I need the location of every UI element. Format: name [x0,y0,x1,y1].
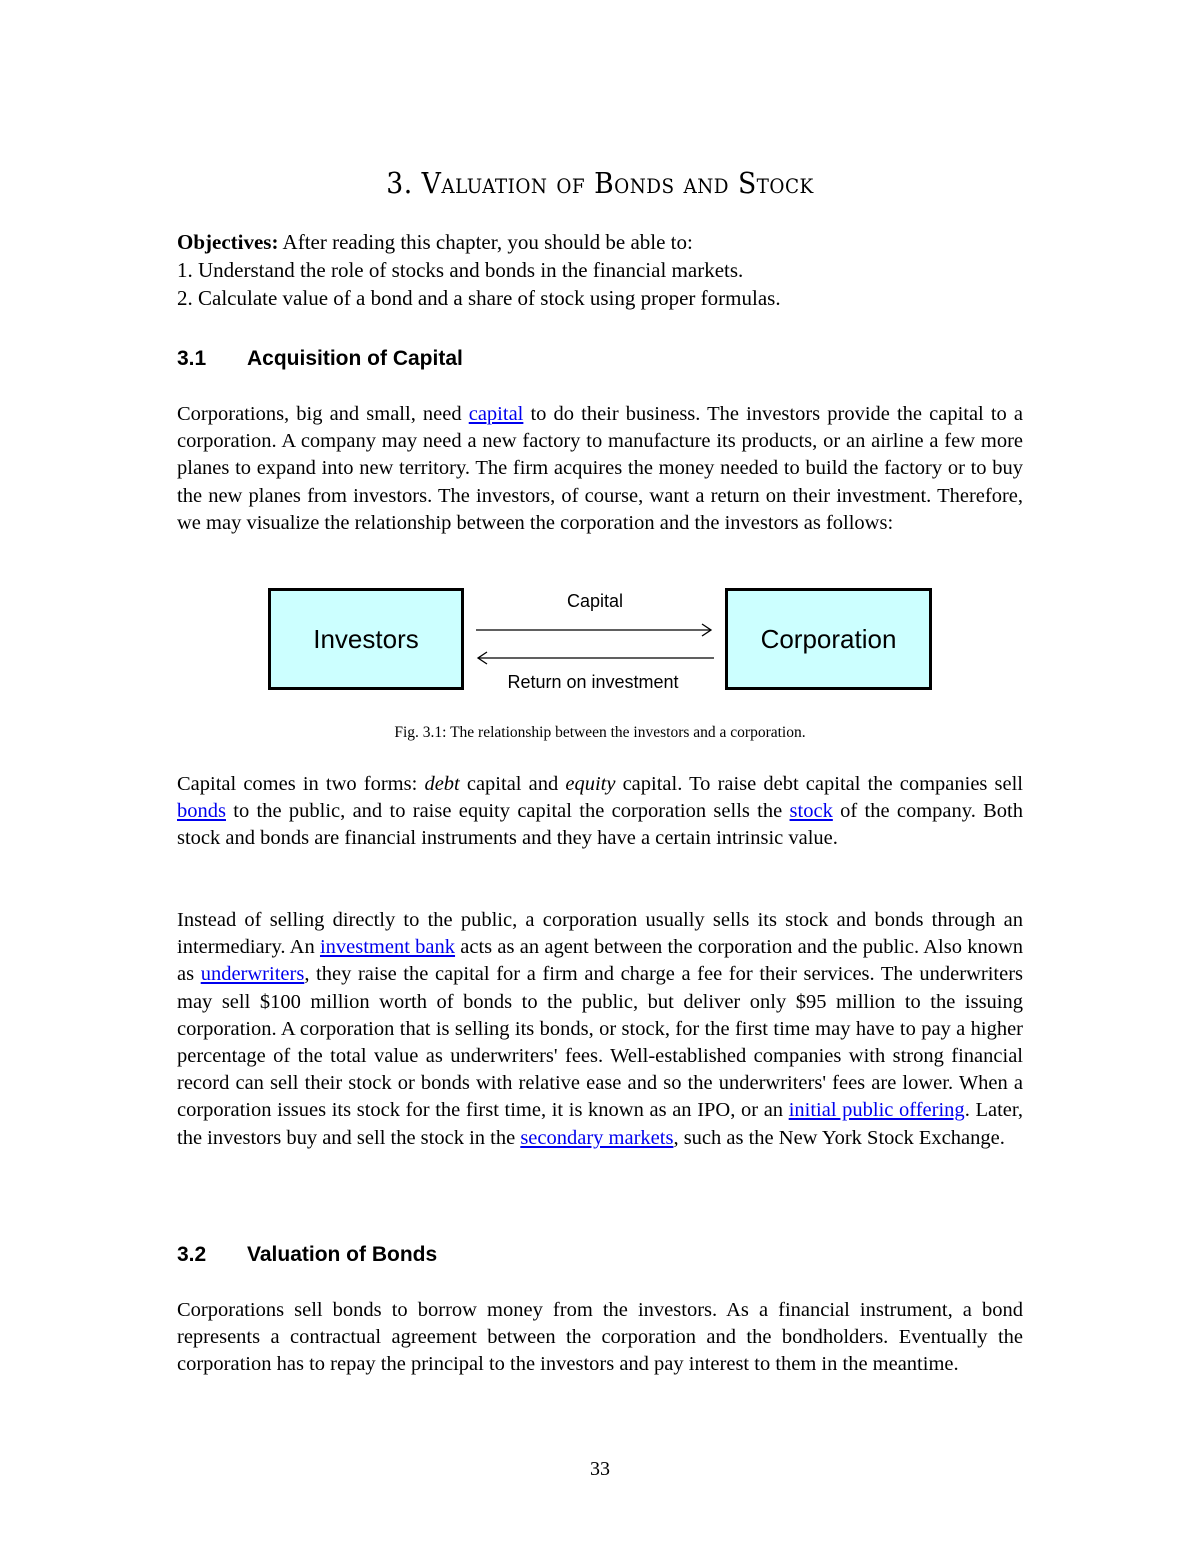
text-run: to do their business. The investors provide the capital to a corporation. A company may need a new factory to manufacture its products, or an airline a few more planes to expand into new territory. The firm acquires the money needed to build the factory or to buy the new planes from investors. The investors, of course, want a return on their investment. Therefore, we may visualize the relationship between the corporation and the investors as follows: [177,403,1024,534]
link-capital[interactable]: capital [468,403,524,425]
link-underwriters[interactable]: underwriters [200,963,305,986]
text-run: , such as the New York Stock Exchange. [673,1126,1005,1149]
link-bonds[interactable]: bonds [177,800,226,823]
objectives-label: Objectives: [177,230,279,254]
investors-label: Investors [313,623,419,654]
capital-arrow-label: Capital [566,591,624,611]
figure-caption: Fig. 3.1: The relationship between the investors and a corporation. [394,724,806,741]
paragraph-intermediary [177,907,1023,1152]
page-number: 33 [590,1458,610,1480]
emphasis-debt: debt [424,773,460,795]
paragraph-bonds: Corporations sell bonds to borrow money from the investors. As a financial instrument, a bond represents a contractual agreement between the corporation and the bondholders. Eventually the corporation has to repay the principal to the investors and pay interest to them in the meantime. [177,1299,1023,1376]
link-stock[interactable]: stock [789,800,833,823]
section-number: 3.2 [177,1243,207,1266]
section-title: Acquisition of Capital [247,347,463,370]
corporation-label: Corporation [760,623,897,654]
paragraph-capital [177,401,1023,537]
text-run: capital. To raise debt capital the companies sell [615,773,1024,795]
objective-item: 1. Understand the role of stocks and bonds in the financial markets. [177,258,744,282]
left-arrow-icon [478,652,714,664]
objectives-block [177,228,1027,312]
paragraph-capital-forms [177,771,1023,853]
objectives-intro-text: After reading this chapter, you should be able to: [278,230,693,254]
text-run: capital and [459,773,566,795]
link-secondary-markets[interactable]: secondary markets [520,1126,674,1149]
objective-item: 2. Calculate value of a bond and a share of stock using proper formulas. [177,286,781,310]
text-run: Capital comes in two forms: [177,773,425,795]
text-run: Corporations, big and small, need [177,403,469,425]
text-run: Instead of selling directly to the public, a corporation usually sells its stock and bonds through an intermediary. An [177,909,1023,959]
chapter-title: 3. Valuation of Bonds and Stock [386,166,814,200]
flow-arrows [268,588,932,696]
text-run: , they raise the capital for a firm and charge a fee for their services. The underwriters may sell $100 million worth of bonds to the public, but deliver only $95 million to the issuing corporation. A corporation that is selling its bonds, or stock, for the first time may have to pay a higher percentage of the total value as underwriters' fees. Well-established companies with strong financial record can sell their stock or bonds with relative ease and so the underwriters' fees are lower. When a corporation issues its stock for the first time, it is known as an IPO, or an [177,963,1023,1122]
text-run: of the company. Both stock and bonds are financial instruments and they have a certain intrinsic value. [177,800,1024,850]
figure-investors-corporation [268,588,932,696]
section-heading-3-2 [177,1243,437,1267]
text-run: . Later, the investors buy and sell the stock in the [177,1099,1023,1149]
objectives-intro [177,228,1027,256]
text-run: acts as an agent between the corporation and the public. Also known as [177,936,1024,986]
section-heading-3-1 [177,347,463,371]
return-arrow-label: Return on investment [507,672,679,692]
text-run: to the public, and to raise equity capital the corporation sells the [225,800,790,823]
link-investment-bank[interactable]: investment bank [319,936,456,959]
emphasis-equity: equity [565,773,616,795]
link-initial-public-offering[interactable]: initial public offering [788,1099,965,1122]
right-arrow-icon [476,624,711,636]
section-number: 3.1 [177,347,207,370]
section-title: Valuation of Bonds [247,1243,438,1266]
